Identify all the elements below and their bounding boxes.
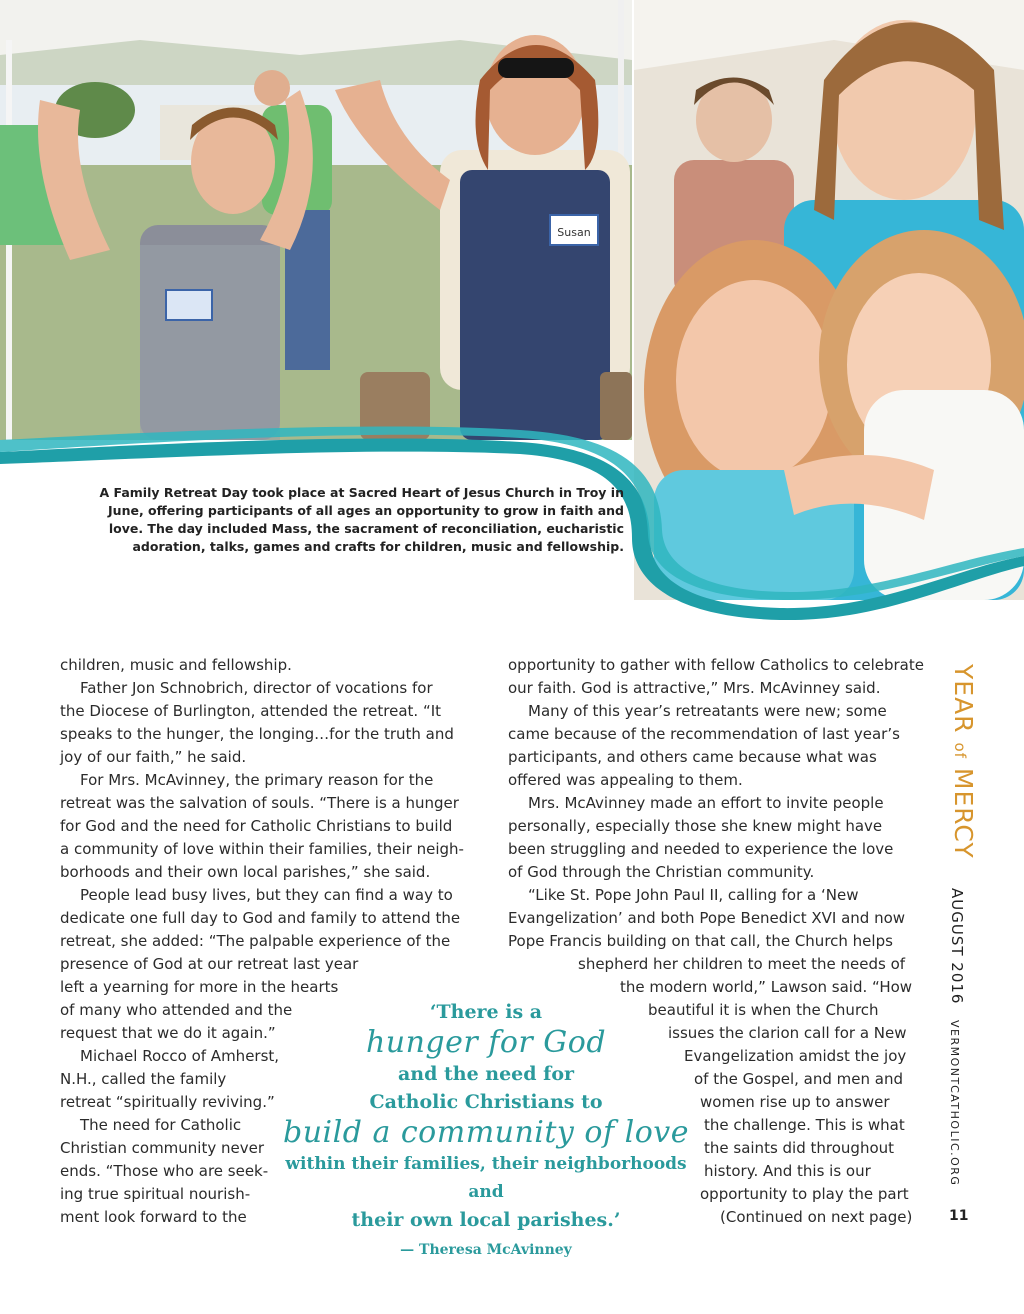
article-line: Mrs. McAvinney made an effort to invite people [528, 794, 884, 812]
article-line: Christian community never [60, 1139, 265, 1157]
article-line: retreat, she added: “The palpable experience of the [60, 932, 451, 950]
page-number: 11 [949, 1208, 969, 1224]
article-line: came because of the recommendation of last year’s [508, 725, 900, 743]
article-line: for God and the need for Catholic Christians to build [60, 817, 453, 835]
article-line: opportunity to play the part [700, 1185, 909, 1203]
article-line: speaks to the hunger, the longing…for the truth and [60, 725, 454, 743]
article-line: The need for Catholic [80, 1116, 242, 1134]
article-line: beautiful it is when the Church [648, 1001, 879, 1019]
article-line: personally, especially those she knew might have [508, 817, 883, 835]
article-line: issues the clarion call for a New [668, 1024, 907, 1042]
pull-quote-line: ‘There is a [429, 1001, 543, 1023]
article-line: been struggling and needed to experience the love [508, 840, 894, 858]
article-line: ment look forward to the [60, 1208, 247, 1226]
pull-quote-line: Catholic Christians to [369, 1091, 603, 1113]
article-line: our faith. God is attractive,” Mrs. McAvinney said. [508, 679, 881, 697]
article-line: the Diocese of Burlington, attended the retreat. “It [60, 702, 442, 720]
article-line: history. And this is our [704, 1162, 871, 1180]
article-line: Evangelization’ and both Pope Benedict XVI and now [508, 909, 906, 927]
article-line: presence of God at our retreat last year [60, 955, 359, 973]
pull-quote-line: within their families, their neighborhoods and [285, 1154, 687, 1202]
pull-quote-line: their own local parishes.’ [351, 1209, 621, 1231]
article-line: Evangelization amidst the joy [684, 1047, 907, 1065]
article-line: For Mrs. McAvinney, the primary reason for the [80, 771, 434, 789]
photo-caption: A Family Retreat Day took place at Sacred Heart of Jesus Church in Troy in June, offering participants of all ages an opportunity to grow in faith and love. The day included Mass, the sacrament of reconciliation, eucharistic adoration, talks, games and crafts for children, music and fellowship. [99, 485, 624, 554]
article-line: participants, and others came because what was [508, 748, 877, 766]
continued-notice: (Continued on next page) [720, 1208, 913, 1226]
article-line: women rise up to answer [700, 1093, 890, 1111]
section-title-of: of [951, 742, 969, 759]
article-line: request that we do it again.” [60, 1024, 276, 1042]
svg-text:Susan: Susan [557, 226, 591, 239]
pull-quote-line: and the need for [397, 1063, 575, 1085]
pull-quote-script-line: build a community of love [283, 1115, 689, 1150]
article-line: N.H., called the family [60, 1070, 227, 1088]
article-line: opportunity to gather with fellow Catholics to celebrate [508, 656, 924, 674]
article-line: joy of our faith,” he said. [60, 748, 247, 766]
article-line: the challenge. This is what [704, 1116, 905, 1134]
pull-quote [270, 998, 702, 1258]
pull-quote-script-line: hunger for God [365, 1025, 607, 1060]
article-line: dedicate one full day to God and family to attend the [60, 909, 461, 927]
article-line: of the Gospel, and men and [694, 1070, 904, 1088]
article-line: Father Jon Schnobrich, director of vocations for [80, 679, 433, 697]
article-line: borhoods and their own local parishes,” she said. [60, 863, 431, 881]
article-line: retreat “spiritually reviving.” [60, 1093, 275, 1111]
article-line: ing true spiritual nourish- [60, 1185, 251, 1203]
article-line: Many of this year’s retreatants were new; some [528, 702, 887, 720]
section-title-mercy: MERCY [949, 767, 978, 859]
article-line: ends. “Those who are seek- [60, 1162, 269, 1180]
article-line: “Like St. Pope John Paul II, calling for a ‘New [528, 886, 859, 904]
article-line: of God through the Christian community. [508, 863, 815, 881]
article-line: Pope Francis building on that call, the Church helps [508, 932, 893, 950]
article-line: the modern world,” Lawson said. “How [620, 978, 913, 996]
article-line: Michael Rocco of Amherst, [80, 1047, 280, 1065]
website-link[interactable]: VERMONTCATHOLIC.ORG [948, 1020, 961, 1187]
issue-date: AUGUST 2016 [948, 888, 966, 1005]
article-line: of many who attended and the [60, 1001, 293, 1019]
section-title-year: YEAR [949, 664, 978, 734]
article-line: left a yearning for more in the hearts [60, 978, 339, 996]
article-line: the saints did throughout [704, 1139, 895, 1157]
article-line: retreat was the salvation of souls. “There is a hunger [60, 794, 459, 812]
article-line: offered was appealing to them. [508, 771, 743, 789]
article-line: People lead busy lives, but they can find a way to [80, 886, 453, 904]
article-line: shepherd her children to meet the needs of [578, 955, 906, 973]
pull-quote-attribution: — Theresa McAvinney [400, 1242, 572, 1258]
article-line: children, music and fellowship. [60, 656, 292, 674]
section-title [949, 664, 978, 859]
article-line: a community of love within their families, their neigh- [60, 840, 464, 858]
